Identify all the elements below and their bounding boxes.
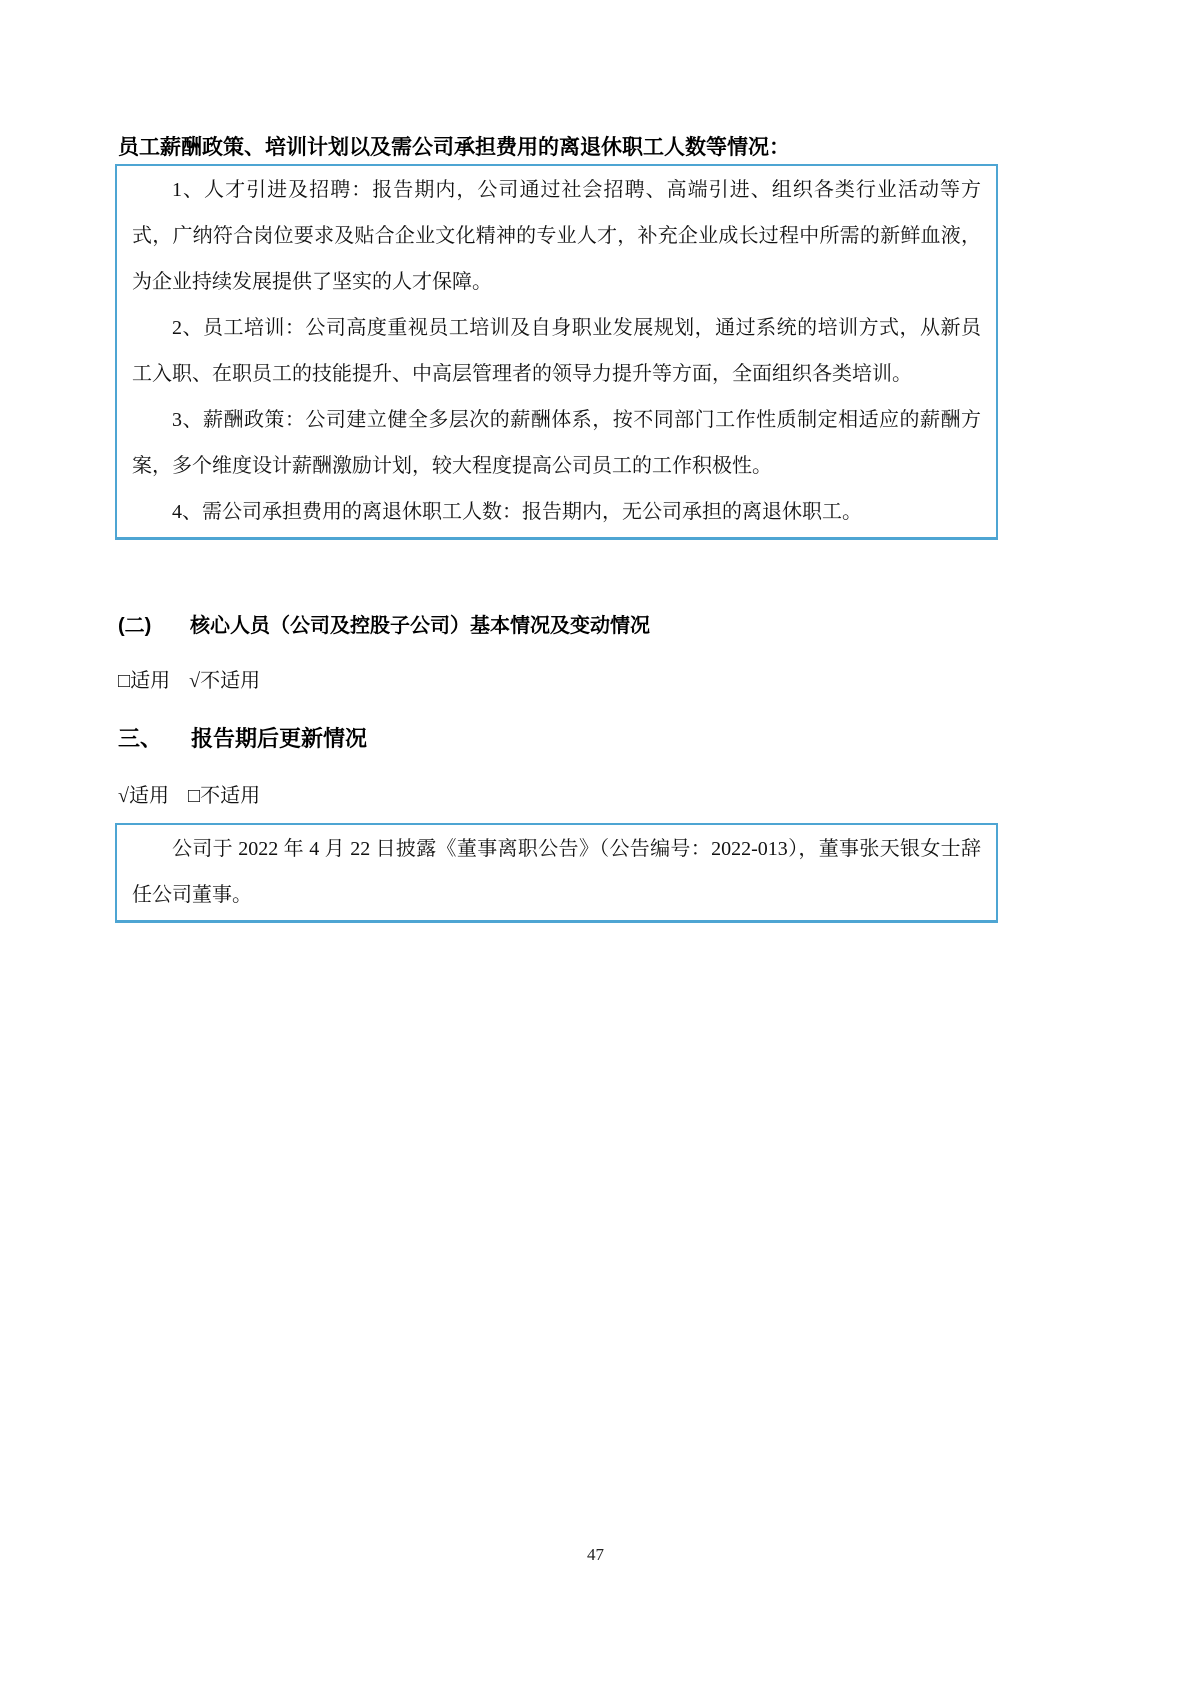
post-period-box <box>115 823 998 923</box>
policy-paragraph-retirees: 4、需公司承担费用的离退休职工人数：报告期内，无公司承担的离退休职工。 <box>172 501 862 523</box>
section-heading-core-staff <box>118 609 998 638</box>
section-title: 报告期后更新情况 <box>191 726 368 751</box>
page-number: 47 <box>587 1545 604 1564</box>
document-body <box>115 135 998 923</box>
policy-paragraph-training: 2、员工培训：公司高度重视员工培训及自身职业发展规划，通过系统的培训方式，从新员工入职、在职员工的技能提升、中高层管理者的领导力提升等方面，全面组织各类培训。 <box>132 317 981 385</box>
employee-policy-box <box>115 164 998 540</box>
post-period-paragraph: 公司于 2022 年 4 月 22 日披露《董事离职公告》（公告编号：2022-013），董事张天银女士辞任公司董事。 <box>132 838 981 906</box>
policy-paragraph-compensation: 3、薪酬政策：公司建立健全多层次的薪酬体系，按不同部门工作性质制定相适应的薪酬方案，多个维度设计薪酬激励计划，较大程度提高公司员工的工作积极性。 <box>132 409 981 477</box>
apply-option-checked: √适用 <box>118 785 169 807</box>
policy-paragraph-talent: 1、人才引进及招聘：报告期内，公司通过社会招聘、高端引进、组织各类行业活动等方式，广纳符合岗位要求及贴合企业文化精神的专业人才，补充企业成长过程中所需的新鲜血液，为企业持续发展提供了坚实的人才保障。 <box>132 179 981 293</box>
section-heading-post-period <box>118 722 998 753</box>
section-number: 三、 <box>118 726 163 751</box>
employee-policy-heading: 员工薪酬政策、培训计划以及需公司承担费用的离退休职工人数等情况： <box>118 136 790 159</box>
apply-option-unchecked: □适用 <box>118 670 171 692</box>
section-number: (二) <box>118 615 152 637</box>
applicability-line-post-period <box>118 784 998 808</box>
not-apply-option-unchecked: □不适用 <box>187 785 261 807</box>
section-title: 核心人员（公司及控股子公司）基本情况及变动情况 <box>190 615 650 637</box>
not-apply-option-checked: √不适用 <box>189 670 261 692</box>
applicability-line-core-staff <box>118 669 998 693</box>
